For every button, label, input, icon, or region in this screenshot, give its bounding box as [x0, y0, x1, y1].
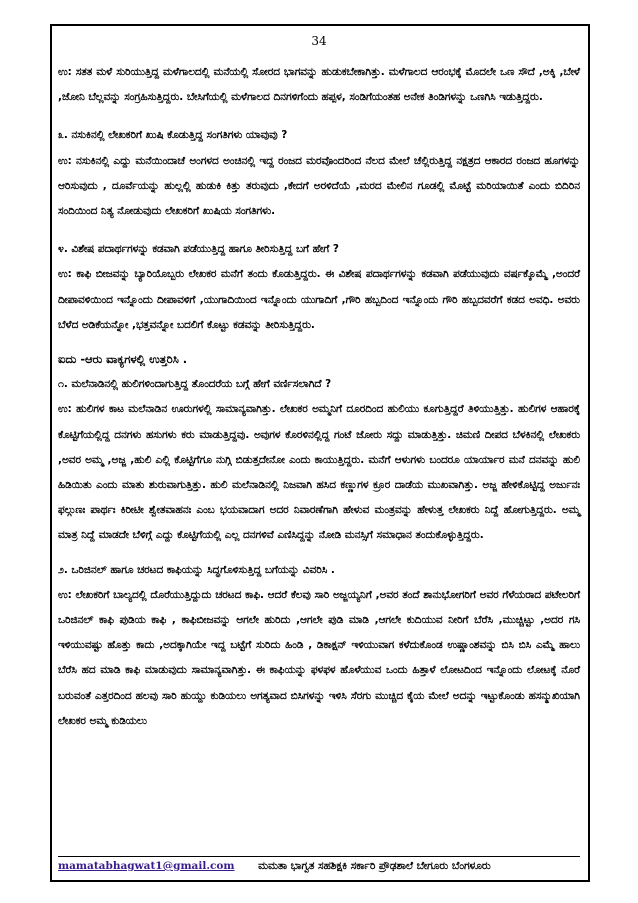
page-content	[58, 60, 580, 734]
question-4: ೪. ವಿಶೇಷ ಪದಾರ್ಥಗಳನ್ನು ಕಡವಾಗಿ ಪಡೆಯುತ್ತಿದ್ದ ಹಾಗೂ ತೀರಿಸುತ್ತಿದ್ದ ಬಗೆ ಹೇಗೆ ?	[58, 243, 339, 256]
answer-4: ಉ: ಕಾಫಿ ಬೀಜವನ್ನು ಬ್ಯಾರಿಯೊಬ್ಬರು ಲೇಖಕರ ಮನೆಗೆ ತಂದು ಕೊಡುತ್ತಿದ್ದರು. ಈ ವಿಶೇಷ ಪದಾರ್ಥಗಳನ್ನು ಕಡವಾಗಿ ಪಡೆಯುವುದು ವರ್ಷಕ್ಕೊಮ್ಮೆ ,ಅಂದರೆ ದೀಪಾವಳಿಯಿಂದ ಇನ್ನೊಂದು ದೀಪಾವಳಿಗೆ ,ಯುಗಾದಿಯಿಂದ ಇನ್ನೊಂದು ಯುಗಾದಿಗೆ ,ಗೌರಿ ಹಬ್ಬದಿಂದ ಇನ್ನೊಂದು ಗೌರಿ ಹಬ್ಬದವರೆಗೆ ಕಡದ ಅವಧಿ. ಅವರು ಬೆಳೆದ ಅಡಿಕೆಯನ್ನೋ ,ಭತ್ತವನ್ನೋ ಬದಲಿಗೆ ಕೊಟ್ಟು ಕಡವನ್ನು ತೀರಿಸುತ್ತಿದ್ದರು.	[58, 268, 580, 331]
section-heading: ಐದು -ಆರು ವಾಕ್ಯಗಳಲ್ಲಿ ಉತ್ತರಿಸಿ .	[58, 352, 188, 367]
page-number: 34	[311, 34, 327, 48]
question-3: ೩. ನಸುಕಿನಲ್ಲಿ ಲೇಖಕರಿಗೆ ಖುಷಿ ಕೊಡುತ್ತಿದ್ದ ಸಂಗತಿಗಳು ಯಾವುವು ?	[58, 129, 288, 142]
long-answer-2: ಉ: ಲೇಖಕರಿಗೆ ಬಾಲ್ಯದಲ್ಲಿ ದೊರೆಯುತ್ತಿದ್ದುದು ಚರಟದ ಕಾಫಿ. ಆದರೆ ಕೆಲವು ಸಾರಿ ಅಜ್ಜಯ್ಯನಿಗೆ ,ಅವರ ತಂದೆ ಶಾನುಭೋಗರಿಗೆ ಅವರ ಗೆಳೆಯರಾದ ಪಟೇಲರಿಗೆ ಒರಿಜಿನಲ್ ಕಾಫಿ ಪುಡಿಯ ಕಾಫಿ , ಕಾಫಿಬೀಜವನ್ನು ಆಗಲೇ ಹುರಿದು ,ಆಗಲೇ ಪುಡಿ ಮಾಡಿ ,ಆಗಲೇ ಕುದಿಯುವ ನೀರಿಗೆ ಬೆರೆಸಿ ,ಮುಚ್ಚಿಟ್ಟು ,ಅದರ ಗಸಿ ಇಳಿಯುವಷ್ಟು ಹೊತ್ತು ಕಾದು ,ಅದಕ್ಕಾಗಿಯೇ ಇದ್ದ ಬಟ್ಟೆಗೆ ಸುರಿದು ಹಿಂಡಿ , ಡಿಕಾಕ್ಷನ್ ಇಳಿಯುವಾಗ ಕಳೆದುಕೊಂಡ ಉಷ್ಣಾಂಶವನ್ನು ಬಿಸಿ ಬಿಸಿ ಎಮ್ಮೆ ಹಾಲು ಬೆರೆಸಿ ಹದ ಮಾಡಿ ಕಾಫಿ ಮಾಡುವುದು ಸಾಮಾನ್ಯವಾಗಿತ್ತು. ಈ ಕಾಫಿಯನ್ನು ಫಳಫಳ ಹೊಳೆಯುವ ಒಂದು ಹಿತ್ತಾಳೆ ಲೋಟದಿಂದ ಇನ್ನೊಂದು ಲೋಟಕ್ಕೆ ನೊರೆ ಬರುವಂತೆ ಎತ್ತರದಿಂದ ಹಲವು ಸಾರಿ ಹುಯ್ದು ಕುಡಿಯಲು ಅಗತ್ಯವಾದ ಬಿಸಿಗಳನ್ನು ಇಳಿಸಿ ಸೆರಗು ಮುಚ್ಚಿದ ಕೈಯ ಮೇಲೆ ಅದನ್ನು ಇಟ್ಟುಕೊಂಡು ಹಸನ್ಮುಖಿಯಾಗಿ ಲೇಖಕರ ಅಮ್ಮ ಕುಡಿಯಲು	[58, 588, 580, 727]
long-question-2: ೨. ಒರಿಜಿನಲ್ ಹಾಗೂ ಚರಟದ ಕಾಫಿಯನ್ನು ಸಿದ್ಧಗೊಳಿಸುತ್ತಿದ್ದ ಬಗೆಯನ್ನು ವಿವರಿಸಿ .	[58, 563, 335, 576]
footer-email-link[interactable]: mamatabhagwat1@gmail.com	[58, 860, 235, 872]
answer-3: ಉ: ನಸುಕಿನಲ್ಲಿ ಎದ್ದು ಮನೆಯಿಂದಾಚೆ ಅಂಗಳದ ಅಂಚಿನಲ್ಲಿ ಇದ್ದ ರಂಜದ ಮರವೊಂದರಿಂದ ನೆಲದ ಮೇಲೆ ಚೆಲ್ಲಿರುತ್ತಿದ್ದ ನಕ್ಷತ್ರದ ಆಕಾರದ ರಂಜದ ಹೂಗಳನ್ನು ಆರಿಸುವುದು , ದೂರ್ವೆಯನ್ನು ಹುಲ್ಲಲ್ಲಿ ಹುಡುಕಿ ಕಿತ್ತು ತರುವುದು ,ಕೇದಗೆ ಅರಳಿದೆಯೆ ,ಮರದ ಮೇಲಿನ ಗೂಡಲ್ಲಿ ಮೊಟ್ಟೆ ಮರಿಯಾಯಿತೆ ಎಂದು ಬಿದಿರಿನ ಸಂದಿಯಿಂದ ನಿತ್ಯ ನೋಡುವುದು ಲೇಖಕರಿಗೆ ಖುಷಿಯ ಸಂಗತಿಗಳು.	[58, 154, 580, 218]
answer-paragraph: ಉ: ಸತತ ಮಳೆ ಸುರಿಯುತ್ತಿದ್ದ ಮಳೆಗಾಲದಲ್ಲಿ ಮನೆಯಲ್ಲಿ ಸೋರದ ಭಾಗವನ್ನು ಹುಡುಕಬೇಕಾಗಿತ್ತು. ಮಳೆಗಾಲದ ಆರಂಭಕ್ಕೆ ಮೊದಲೇ ಒಣ ಸೌದೆ ,ಅಕ್ಕಿ ,ಬೇಳೆ ,ಜೋನಿ ಬೆಲ್ಲವನ್ನು ಸಂಗ್ರಹಿಸುತ್ತಿದ್ದರು. ಬೇಸಿಗೆಯಲ್ಲಿ ಮಳೆಗಾಲದ ದಿನಗಳಿಗೆಂದು ಹಪ್ಪಳ, ಸಂಡಿಗೆಯಂತಹ ಅನೇಕ ತಿಂಡಿಗಳನ್ನು ಒಣಗಿಸಿ ಇಡುತ್ತಿದ್ದರು.	[58, 66, 580, 104]
page-footer	[58, 856, 580, 873]
footer-author: ಮಮತಾ ಭಾಗ್ವತ ಸಹಶಿಕ್ಷಕಿ ಸರ್ಕಾರಿ ಪ್ರೌಢಶಾಲೆ ಬೇಗೂರು ಬೆಂಗಳೂರು	[258, 860, 491, 872]
long-answer-1: ಉ: ಹುಲಿಗಳ ಕಾಟ ಮಲೆನಾಡಿನ ಊರುಗಳಲ್ಲಿ ಸಾಮಾನ್ಯವಾಗಿತ್ತು. ಲೇಖಕರ ಅಮ್ಮನಿಗೆ ದೂರದಿಂದ ಹುಲಿಯು ಕೂಗುತ್ತಿದ್ದರೆ ತಿಳಿಯುತ್ತಿತ್ತು. ಹುಲಿಗಳ ಆಹಾರಕ್ಕೆ ಕೊಟ್ಟಿಗೆಯಲ್ಲಿದ್ದ ದನಗಳು ಹಸುಗಳು ಕರು ಮಾಡುತ್ತಿದ್ದವು. ಅವುಗಳ ಕೊರಳಿನಲ್ಲಿದ್ದ ಗಂಟೆ ಜೋರು ಸದ್ದು ಮಾಡುತ್ತಿತ್ತು. ಚಿಮಣಿ ದೀಪದ ಬೆಳಕಿನಲ್ಲಿ ಲೇಖಕರು ,ಅವರ ಅಮ್ಮ ,ಅಜ್ಜ ,ಹುಲಿ ಎಲ್ಲಿ ಕೊಟ್ಟಿಗೆಗೂ ನುಗ್ಗಿ ಬಿಡುತ್ತದೇನೋ ಎಂದು ಕಾಯುತ್ತಿದ್ದರು. ಮನೆಗೆ ಆಳುಗಳು ಬಂದರೂ ಯಾರ್ಯಾರ ಮನೆ ದನವನ್ನು ಹುಲಿ ಹಿಡಿಯಿತು ಎಂದು ಮಾತು ಶುರುವಾಗುತ್ತಿತ್ತು. ಹುಲಿ ಮಲೆನಾಡಿನಲ್ಲಿ ನಿಜವಾಗಿ ಹಸಿದ ಕಣ್ಣುಗಳ ಕ್ರೂರ ದಾಡೆಯ ಮುಖವಾಗಿತ್ತು. ಅಜ್ಜ ಹೇಳಿಕೊಟ್ಟಿದ್ದ ಅರ್ಜುನಃ ಫಲ್ಗುಣಃ ಪಾರ್ಥಃ ಕಿರೀಟೀ ಶ್ವೇತವಾಹನಃ ಎಂಬ ಭಯವಾದಾಗ ಅದರ ನಿವಾರಣೆಗಾಗಿ ಹೇಳುವ ಮಂತ್ರವನ್ನು ಹೇಳುತ್ತ ಲೇಖಕರು ನಿದ್ದೆ ಹೋಗುತ್ತಿದ್ದರು. ಅಮ್ಮ ಮಾತ್ರ ನಿದ್ದೆ ಮಾಡದೇ ಬೆಳಿಗ್ಗೆ ಎದ್ದು ಕೊಟ್ಟಿಗೆಯಲ್ಲಿ ಎಲ್ಲ ದನಗಳಿವೆ ಎಣಿಸಿದ್ದನ್ನು ನೋಡಿ ಮನಸ್ಸಿಗೆ ಸಮಾಧಾನ ತಂದುಕೊಳ್ಳುತ್ತಿದ್ದರು.	[58, 403, 580, 542]
long-question-1: ೧. ಮಲೆನಾಡಿನಲ್ಲಿ ಹುಲಿಗಳಿಂದಾಗುತ್ತಿದ್ದ ತೊಂದರೆಯ ಬಗ್ಗೆ ಹೇಗೆ ವರ್ಣಿಸಲಾಗಿದೆ ?	[58, 378, 332, 391]
